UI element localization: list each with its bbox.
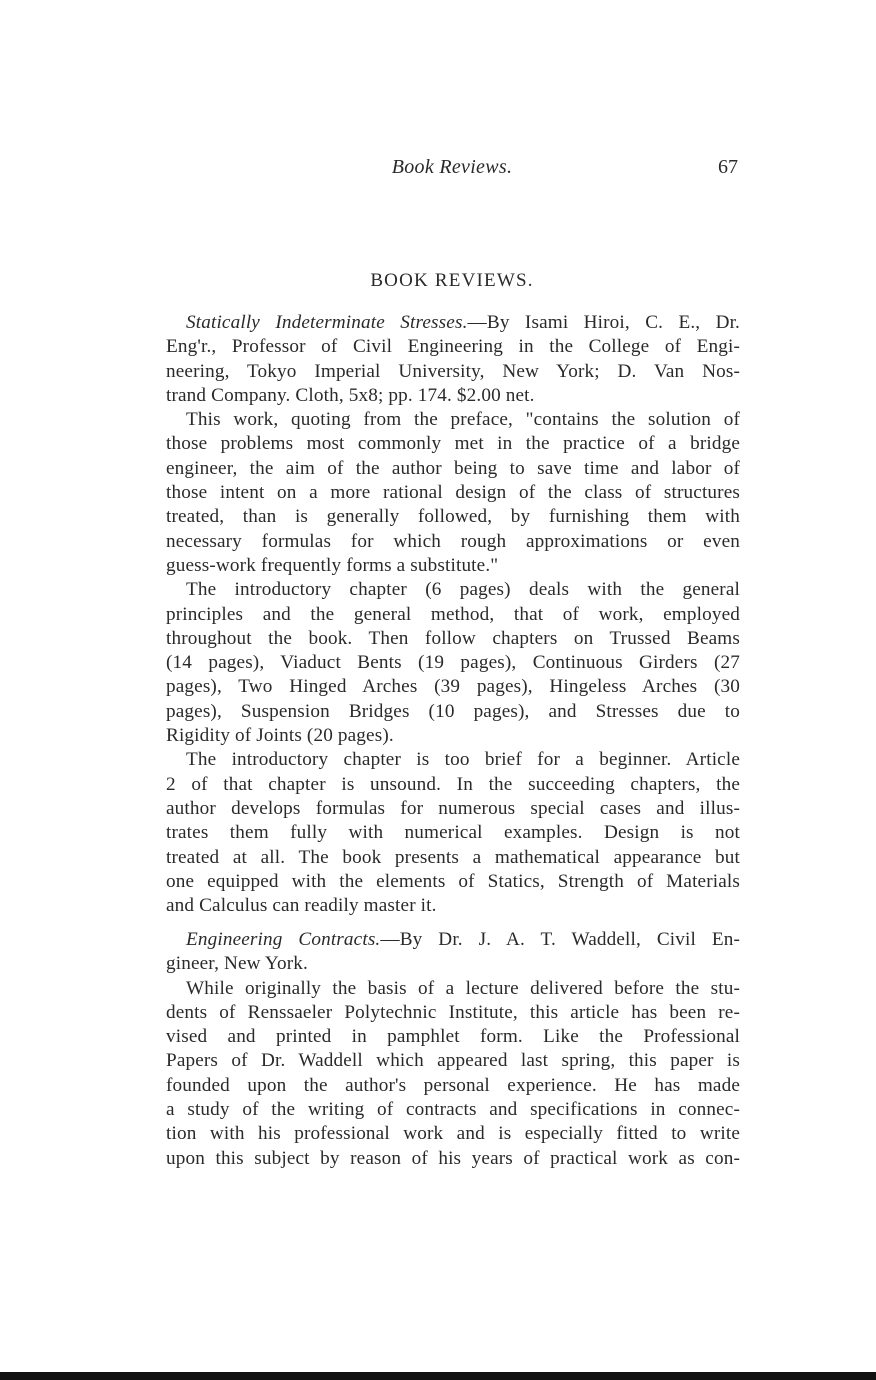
running-head [166, 156, 738, 184]
review1-p1-line: those intent on a more rational design of the class of structures [166, 482, 740, 504]
review1-p2-line: pages), Two Hinged Arches (39 pages), Hingeless Arches (30 [166, 676, 740, 698]
review1-p1-line: guess-work frequently forms a substitute." [166, 554, 499, 576]
review1-p1-line: necessary formulas for which rough approximations or even [166, 530, 740, 552]
review1-p3-line: and Calculus can readily master it. [166, 895, 437, 917]
scan-bottom-border [0, 1372, 876, 1380]
review2-p1-line: dents of Renssaeler Polytechnic Institute, this article has been re- [166, 1001, 740, 1023]
section-heading: BOOK REVIEWS. [370, 270, 534, 291]
page-number: 67 [718, 156, 738, 178]
review1-citation-text: —By Isami Hiroi, C. E., Dr. [467, 312, 741, 333]
review1-citation-line [166, 311, 740, 335]
review1-p1-line: engineer, the aim of the author being to save time and labor of [166, 457, 740, 479]
review2-p1-line: founded upon the author's personal experience. He has made [166, 1074, 740, 1096]
review1-citation-line: Eng'r., Professor of Civil Engineering in the College of Engi- [166, 336, 740, 358]
review2-title: Engineering Contracts. [186, 929, 381, 950]
review2-p1-line: a study of the writing of contracts and specifications in connec- [166, 1099, 740, 1121]
review1-p3-line: author develops formulas for numerous special cases and illus- [166, 797, 740, 819]
review1-p2-line: principles and the general method, that of work, employed [166, 603, 740, 625]
review2-p1-line: tion with his professional work and is especially fitted to write [166, 1123, 740, 1145]
review1-p1-line: those problems most commonly met in the practice of a bridge [166, 433, 740, 455]
review1-p3-line: one equipped with the elements of Statics, Strength of Materials [166, 870, 740, 892]
review-engineering-contracts [166, 928, 740, 1171]
review2-p1-line: Papers of Dr. Waddell which appeared last spring, this paper is [166, 1050, 740, 1072]
review2-citation-text: —By Dr. J. A. T. Waddell, Civil En- [380, 929, 740, 950]
review1-p2-line: pages), Suspension Bridges (10 pages), and Stresses due to [166, 700, 740, 722]
review1-p2-line: Rigidity of Joints (20 pages). [166, 725, 394, 747]
review1-citation-line: neering, Tokyo Imperial University, New York; D. Van Nos- [166, 360, 740, 382]
review1-p1-line: treated, than is generally followed, by furnishing them with [166, 506, 740, 528]
review1-p3-line: The introductory chapter is too brief for a beginner. Article [186, 749, 740, 771]
review1-p3-line: treated at all. The book presents a mathematical appearance but [166, 846, 740, 868]
review1-p2-line: throughout the book. Then follow chapters on Trussed Beams [166, 627, 740, 649]
review2-citation-line: gineer, New York. [166, 953, 308, 975]
review1-p3-line: trates them fully with numerical examples. Design is not [166, 822, 740, 844]
review1-p2-line: The introductory chapter (6 pages) deals with the general [186, 579, 740, 601]
review-statically-indeterminate-stresses [166, 311, 740, 918]
review2-citation-line [166, 928, 740, 952]
running-title: Book Reviews. [391, 156, 513, 178]
review1-p2-line: (14 pages), Viaduct Bents (19 pages), Continuous Girders (27 [166, 652, 740, 674]
review2-p1-line: upon this subject by reason of his years of practical work as con- [166, 1147, 740, 1169]
review1-p3-line: 2 of that chapter is unsound. In the succeeding chapters, the [166, 773, 740, 795]
review2-p1-line: vised and printed in pamphlet form. Like the Professional [166, 1026, 740, 1048]
review1-p1-line: This work, quoting from the preface, "contains the solution of [186, 409, 740, 431]
review1-title: Statically Indeterminate Stresses. [186, 312, 468, 333]
review2-p1-line: While originally the basis of a lecture delivered before the stu- [186, 977, 740, 999]
review1-citation-line: trand Company. Cloth, 5x8; pp. 174. $2.00 net. [166, 384, 535, 406]
